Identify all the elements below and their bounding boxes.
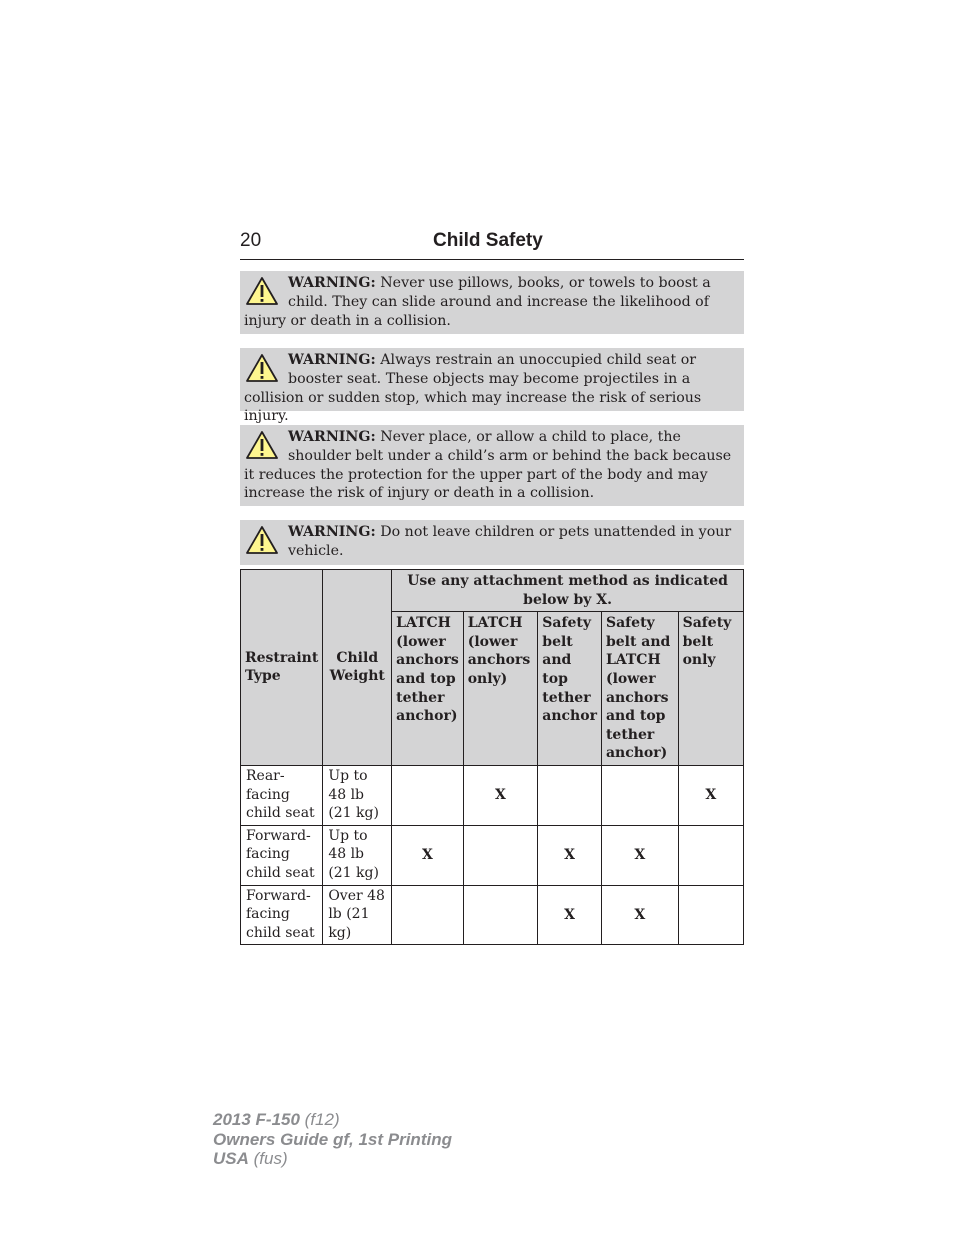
method-mark-cell	[463, 825, 538, 885]
method-mark-cell: X	[392, 825, 464, 885]
warning-label: WARNING:	[288, 275, 376, 291]
method-mark-cell	[678, 825, 743, 885]
method-mark-cell	[538, 765, 602, 825]
restraint-type-cell: Forward-facing child seat	[241, 825, 323, 885]
table-row	[241, 765, 744, 825]
page-number: 20	[240, 230, 262, 251]
method-header: Safety belt and top tether anchor	[538, 612, 602, 766]
table-row	[241, 825, 744, 885]
method-header: LATCH (lower anchors and top tether anchor)	[392, 612, 464, 766]
warning-box	[240, 425, 744, 506]
method-mark-cell: X	[678, 765, 743, 825]
child-weight-cell: Over 48 lb (21 kg)	[323, 885, 392, 945]
child-weight-cell: Up to 48 lb (21 kg)	[323, 765, 392, 825]
method-mark-cell: X	[463, 765, 538, 825]
child-weight-cell: Up to 48 lb (21 kg)	[323, 825, 392, 885]
method-mark-cell	[601, 765, 678, 825]
warning-triangle-icon	[245, 276, 279, 306]
method-header: Safety belt and LATCH (lower anchors and top tether anchor)	[601, 612, 678, 766]
footer-market: USA	[213, 1149, 249, 1168]
method-mark-cell	[392, 885, 464, 945]
method-mark-cell: X	[601, 825, 678, 885]
footer-market-code: (fus)	[248, 1149, 288, 1168]
method-header: LATCH (lower anchors only)	[463, 612, 538, 766]
footer-model: 2013 F-150	[213, 1110, 300, 1129]
method-mark-cell	[463, 885, 538, 945]
restraint-type-cell: Rear-facing child seat	[241, 765, 323, 825]
warning-text: Do not leave children or pets unattended in your vehicle.	[288, 524, 732, 559]
footer-model-code: (f12)	[299, 1110, 340, 1129]
warning-label: WARNING:	[288, 524, 376, 540]
warning-triangle-icon	[245, 430, 279, 460]
method-mark-cell: X	[601, 885, 678, 945]
method-mark-cell: X	[538, 885, 602, 945]
warning-box	[240, 348, 744, 425]
table-row	[241, 885, 744, 945]
restraint-type-cell: Forward-facing child seat	[241, 885, 323, 945]
print-footer	[213, 1110, 452, 1169]
attachment-group-header: Use any attachment method as indicated below by X.	[392, 570, 744, 612]
page-header	[240, 228, 744, 260]
warning-triangle-icon	[245, 525, 279, 555]
warning-label: WARNING:	[288, 429, 376, 445]
warning-text: Always restrain an unoccupied child seat or booster seat. These objects may become projectiles in a collision or sudden stop, which may increase the risk of serious injury.	[244, 352, 702, 425]
footer-guide: Owners Guide gf, 1st Printing	[213, 1129, 452, 1149]
method-header: Safety belt only	[678, 612, 743, 766]
warning-text: Never use pillows, books, or towels to boost a child. They can slide around and increase the likelihood of injury or death in a collision.	[244, 275, 711, 329]
warning-box	[240, 271, 744, 334]
child-seat-attachment-table	[240, 569, 744, 945]
warning-triangle-icon	[245, 353, 279, 383]
child-weight-header: Child Weight	[323, 570, 392, 766]
method-mark-cell: X	[538, 825, 602, 885]
warning-box	[240, 520, 744, 565]
method-mark-cell	[392, 765, 464, 825]
section-title: Child Safety	[433, 230, 543, 251]
warning-label: WARNING:	[288, 352, 376, 368]
warning-text: Never place, or allow a child to place, the shoulder belt under a child’s arm or behind the back because it reduces the protection for the upper part of the body and may increase the risk of injury or death in a collision.	[244, 429, 732, 502]
restraint-type-header: Restraint Type	[241, 570, 323, 766]
method-mark-cell	[678, 885, 743, 945]
